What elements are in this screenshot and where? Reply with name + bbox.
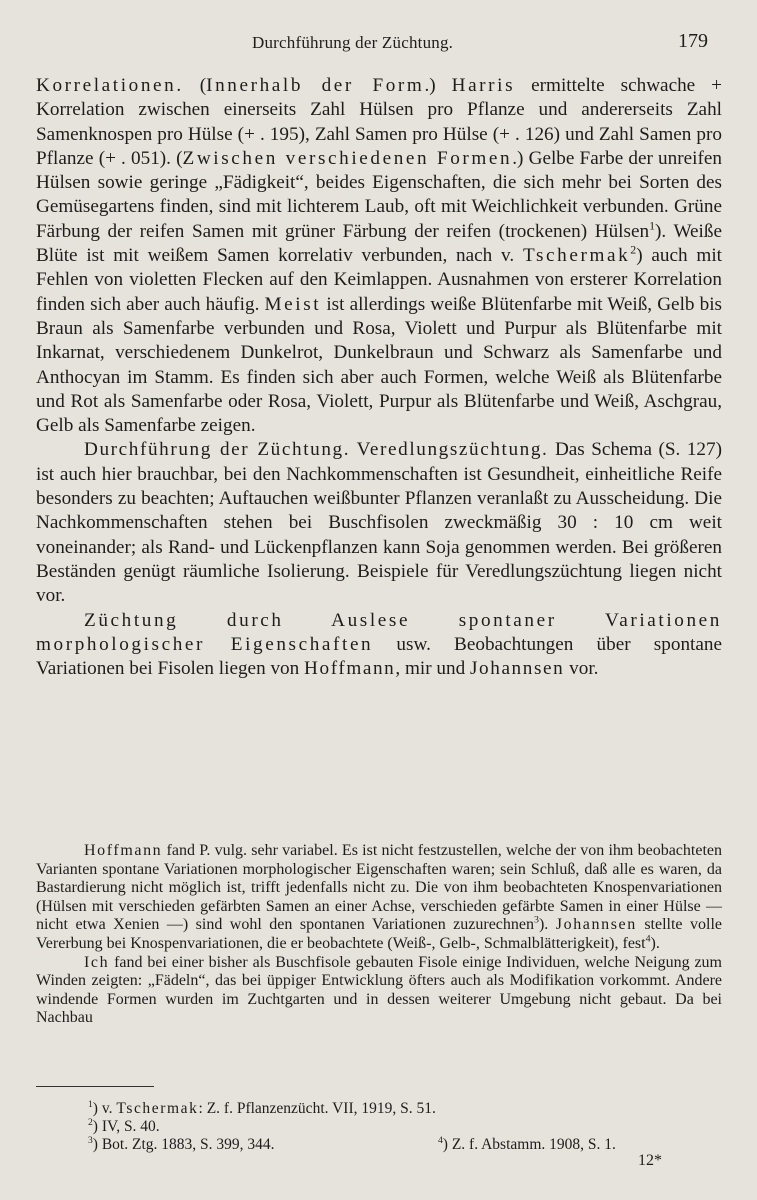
subsection-heading: Zwischen verschiedenen Formen — [182, 147, 513, 169]
footnote-ref: 3 — [534, 915, 539, 927]
text-run: ) IV, S. 40. — [92, 1118, 160, 1135]
author-name: Tschermak — [522, 245, 631, 267]
text-run: ). — [650, 934, 660, 952]
running-title: Durchführung der Züchtung. — [252, 33, 454, 52]
paragraph-durchfuehrung — [36, 438, 722, 608]
section-heading: Korrelationen. — [36, 75, 184, 96]
text-run: ) Bot. Ztg. 1883, S. 399, 344. — [92, 1136, 275, 1153]
text-run: : Z. f. Pflanzenzücht. VII, 1919, S. 51. — [198, 1100, 436, 1117]
footnote-2 — [88, 1118, 160, 1136]
page-number: 179 — [678, 30, 708, 52]
author-name: Hoffmann — [304, 658, 396, 680]
author-name: Johannsen — [469, 658, 565, 680]
text-run: usw. Beobachtungen über spontane Variationen bei Fisolen liegen von — [36, 633, 722, 680]
subsection-heading: Veredlungszüchtung. — [356, 439, 549, 461]
text-run: ) v. — [92, 1100, 117, 1117]
text-run: ). — [538, 916, 556, 934]
text-run: ) Z. f. Abstamm. 1908, S. 1. — [442, 1136, 616, 1153]
footnote-ref: 2 — [630, 242, 637, 257]
page-header — [0, 30, 757, 54]
small-print — [36, 842, 722, 1028]
text-run: , mir und — [395, 658, 470, 680]
paragraph-korrelationen — [36, 74, 722, 438]
emphasis: Meist — [264, 293, 322, 315]
text-run: .) — [424, 75, 452, 96]
paragraph-ich — [36, 954, 722, 1028]
text-run: .) Gelbe Farbe der unreifen Hülsen sowie geringe „Fädigkeit“, beides Eigenschaften, die sich mehr bei Sorten des Gemüsegartens finden, sind mit lichterem Laub, oft mit Weichlichkeit verbunden. Grüne Färbung der reifen Samen mit grüner Färbung der reifen (trockenen) Hülsen — [36, 147, 722, 242]
paragraph-auslese — [36, 609, 722, 682]
footnote-mark: 3 — [88, 1134, 93, 1146]
text-run: ) auch mit Fehlen von violetten Flecken auf den Keimlappen. Ausnahmen von ersterer Korrelation finden sich aber auch häufig. — [36, 245, 723, 315]
footnote-4 — [438, 1136, 616, 1154]
author-name: Johannsen — [555, 916, 637, 934]
footnote-ref: 1 — [649, 218, 656, 233]
printer-signature: 12* — [638, 1152, 662, 1169]
section-heading: Durchführung der Züchtung. — [84, 439, 351, 461]
footnote-1 — [88, 1100, 436, 1118]
text-run: stellte volle Vererbung bei Knospenvariationen, die er beobachtete (Weiß-, Gelb-, Schmalblätterigkeit), fest — [36, 916, 723, 952]
emphasis: Ich — [84, 953, 110, 971]
author-name: Hoffmann — [84, 842, 163, 859]
text-run: fand bei einer bisher als Buschfisole gebauten Fisole einige Individuen, welche Neigung zum Winden zeigten: „Fädeln“, das bei üppiger Entwicklung öfters auch als Modifikation vorkommt. Andere windende Formen wurden im Zuchtgarten und in dessen weiterer Umgebung nicht gebaut. Da bei Nachbau — [36, 953, 722, 1027]
text-run: ermittelte schwache + Korrelation zwischen einerseits Zahl Hülsen pro Pflanze und andererseits Zahl Samenknospen pro Hülse (+ . 195), Zahl Samen pro Hülse (+ . 126) und Zahl Samen pro Pflanze (+ . 051). ( — [36, 75, 722, 169]
text-run: Das Schema (S. 127) ist auch hier brauchbar, bei den Nachkommenschaften ist Gesundheit, einheitliche Reife besonders zu beachten; Auftauchen weißbunter Pflanzen veranlaßt zu Ausscheidung. Die Nachkommenschaften stehen bei Buschfisolen zweckmäßig 30 : 10 cm weit voneinander; als Rand- und Lückenpflanzen kann Soja genommen werden. Bei größeren Beständen genügt räumliche Isolierung. Beispiele für Veredlungszüchtung liegen nicht vor. — [36, 439, 722, 607]
text-run: ). Weiße Blüte ist mit weißem Samen korrelativ verbunden, nach v. — [36, 220, 723, 267]
footnote-mark: 2 — [88, 1116, 93, 1128]
main-text — [36, 74, 722, 681]
subsection-heading: Innerhalb der Form — [206, 75, 425, 96]
footnote-ref: 4 — [645, 933, 651, 945]
footnote-rule — [36, 1086, 154, 1087]
footnote-3 — [88, 1136, 275, 1154]
author-name: Harris — [451, 75, 516, 96]
text-run: ist allerdings weiße Blütenfarbe mit Weiß, Gelb bis Braun als Samenfarbe verbunden und Rosa, Violett und Purpur als Blütenfarbe mit Inkarnat, verschiedenem Dunkelrot, Dunkelbraun und Schwarz als Samenfarbe und Anthocyan im Stamm. Es finden sich aber auch Formen, welche Weiß als Blütenfarbe und Rot als Samenfarbe oder Rosa, Violett, Purpur als Blütenfarbe und Weiß, Aschgrau, Gelb als Samenfarbe zeigen. — [36, 293, 722, 437]
text-run: ( — [183, 75, 207, 96]
author-name: Tschermak — [116, 1100, 199, 1117]
text-run: fand P. vulg. sehr variabel. Es ist nicht festzustellen, welche der von ihm beobachteten Varianten spontane Variationen morphologischer Eigenschaften waren; sein Schluß, daß alle es waren, da Bastardierung nicht möglich ist, trifft jedenfalls nicht zu. Die von ihm beobachteten Knospenvariationen (Hülsen mit verschieden gefärbten Samen an einer Achse, verschieden gefärbte Samen in einer Hülse — nicht etwa Xenien —) sind wohl den spontanen Variationen zuzurechnen — [36, 842, 722, 934]
text-run: vor. — [564, 658, 599, 680]
section-heading: Züchtung durch Auslese spontaner Variationen morphologischer Eigenschaften — [36, 609, 722, 655]
footnote-mark: 1 — [88, 1098, 93, 1110]
footnote-mark: 4 — [438, 1134, 443, 1146]
paragraph-hoffmann — [36, 842, 722, 954]
